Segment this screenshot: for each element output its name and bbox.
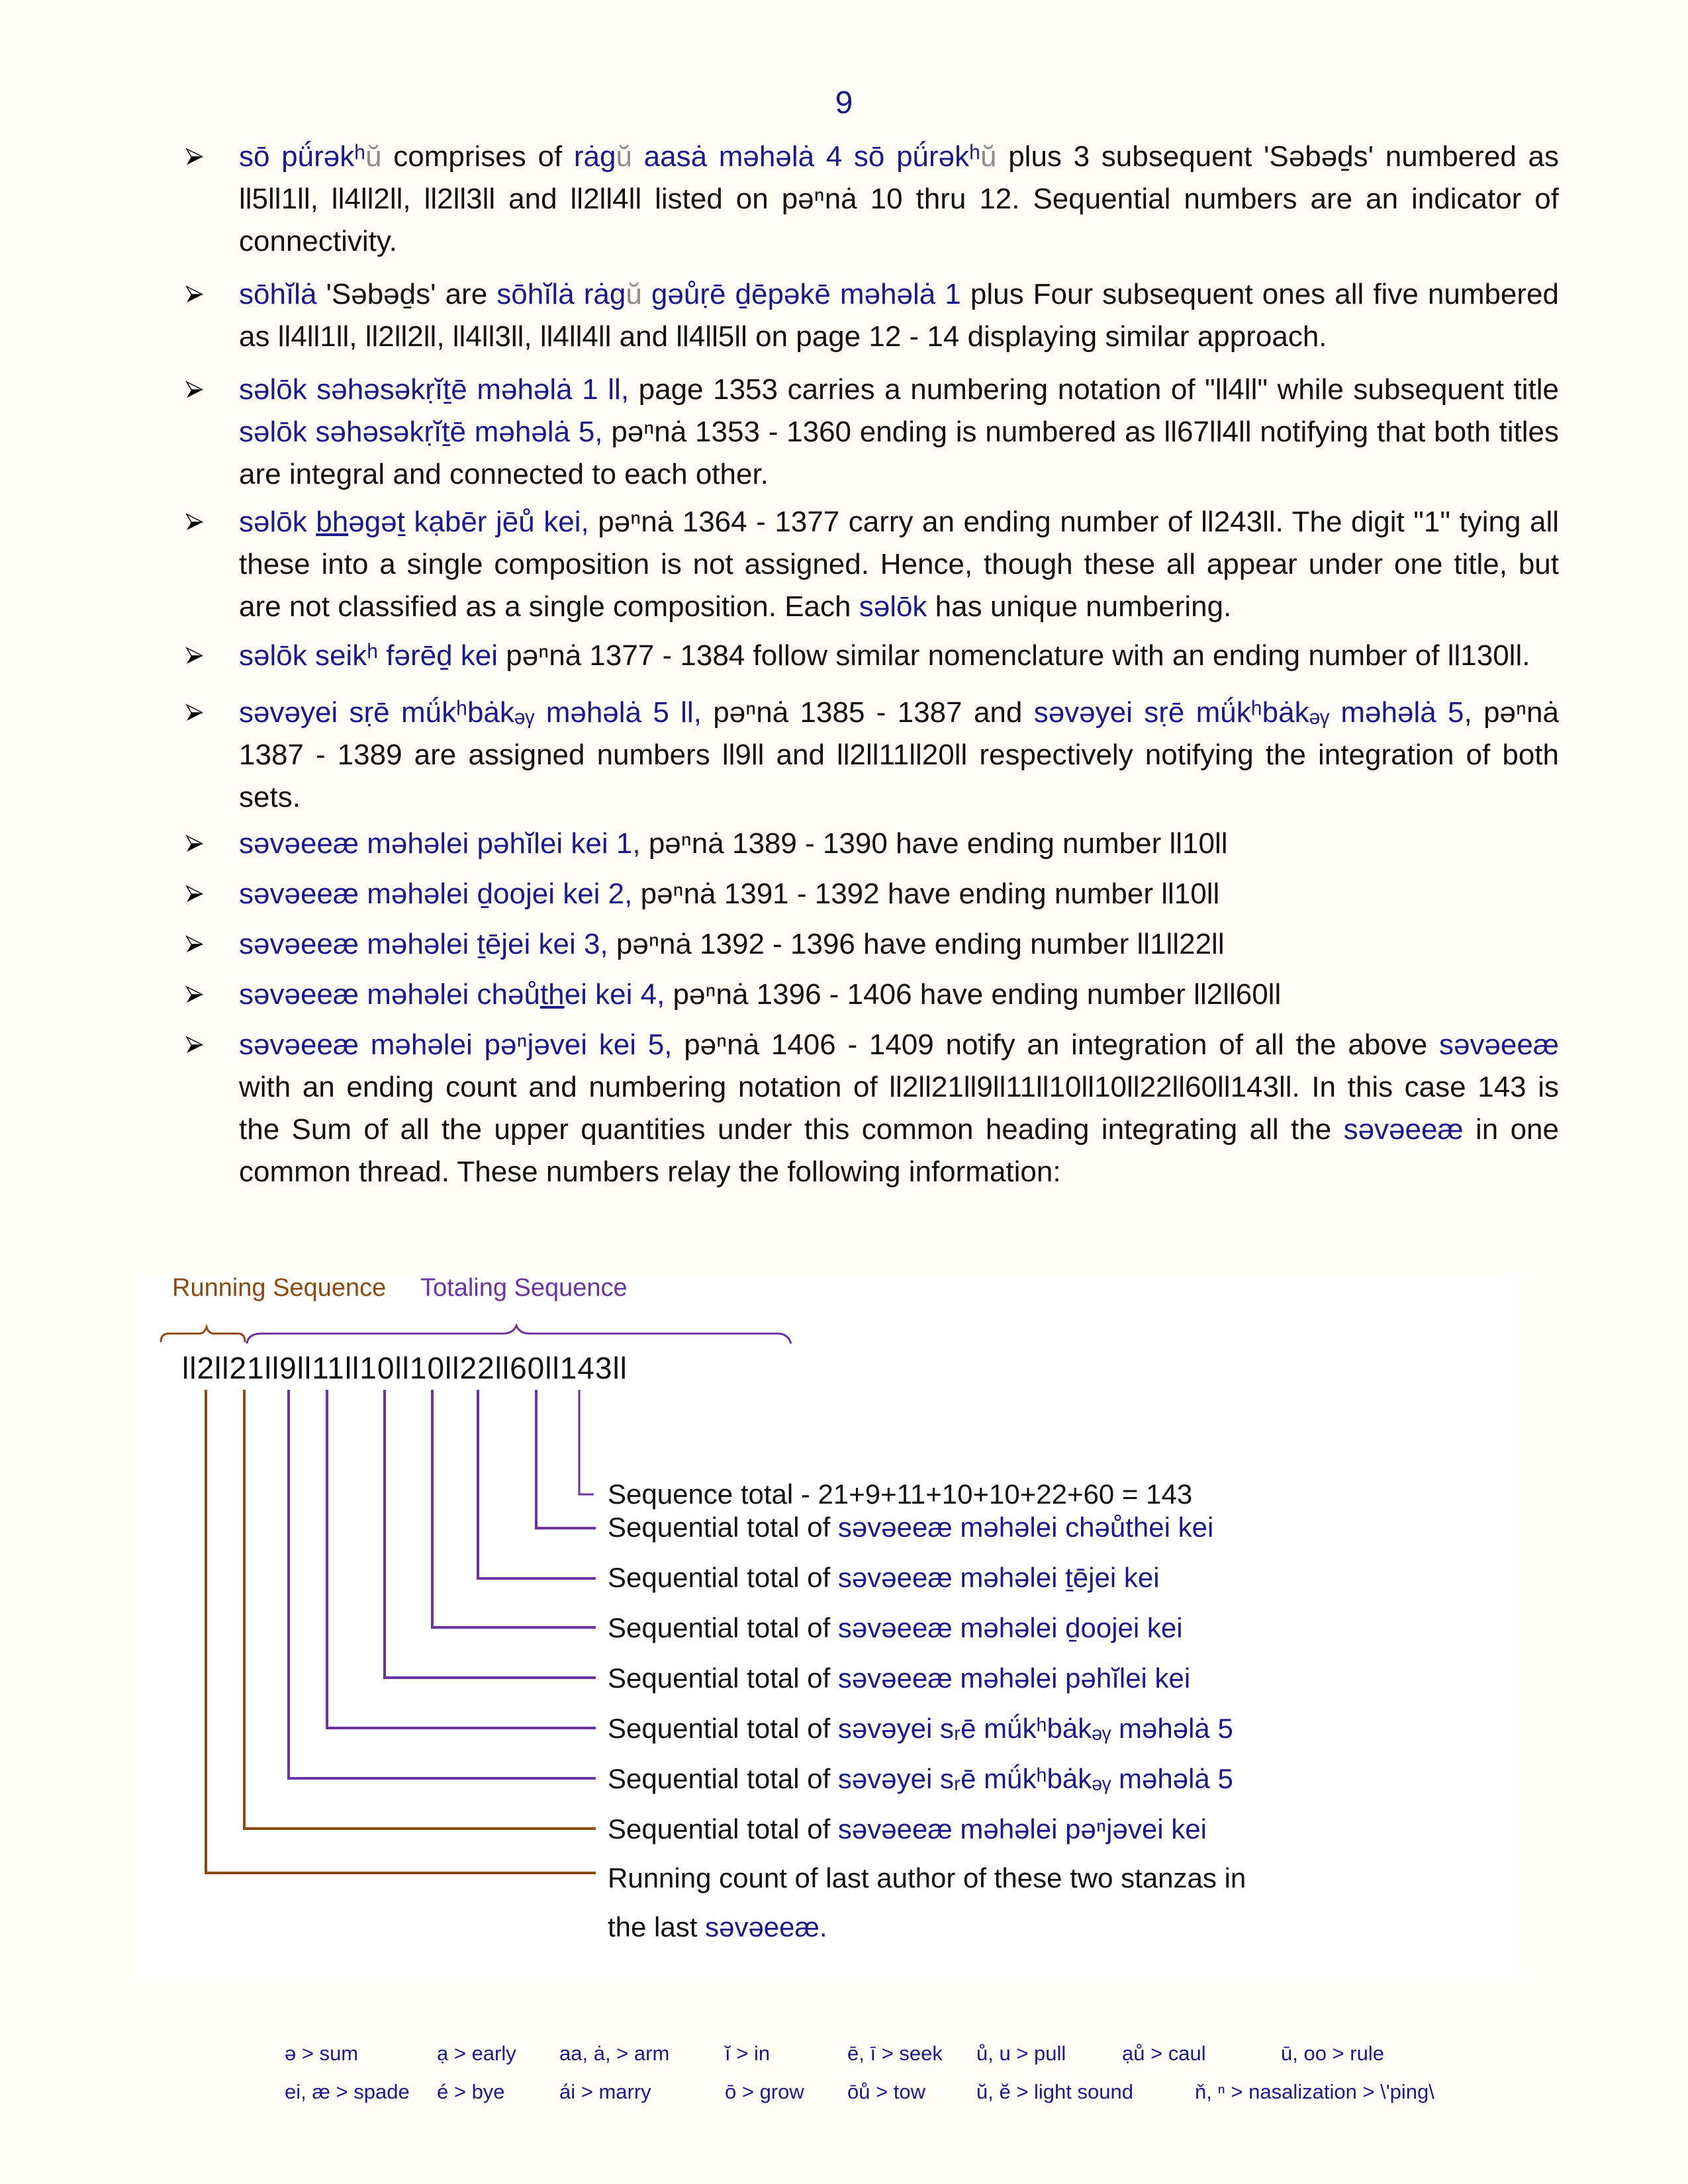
- key-entry: ů, u > pull: [976, 2042, 1066, 2065]
- label-transliteration: səvəeeæ məhəlei pəⁿjəvei kei: [837, 1813, 1207, 1844]
- label-prefix: Sequential total of: [608, 1612, 838, 1643]
- label-transliteration: səvəeeæ məhəlei pəhĭlei kei: [837, 1662, 1191, 1694]
- bullet-text-segment: has unique numbering.: [927, 590, 1232, 623]
- label-prefix: Sequential total of: [608, 1512, 838, 1543]
- label-prefix: Running count of last author of these two stanzas in: [608, 1862, 1246, 1893]
- totaling-sequence-legend: Totaling Sequence: [420, 1274, 628, 1302]
- key-entry: ạů > caul: [1122, 2042, 1206, 2065]
- bullet-text-segment: səvəeeæ məhəlei ḏoojei kei 2,: [239, 878, 633, 910]
- bullet-text-segment: sō pǘrəkʰ: [239, 140, 366, 173]
- arrowhead-bullet-icon: [185, 704, 204, 722]
- key-entry: ei, æ > spade: [285, 2080, 410, 2103]
- bullet-text-segment: in one common thread. These numbers relay the following information:: [239, 1113, 1559, 1188]
- bullet-text-segment: əgəṯ kạbēr jēů kei,: [348, 506, 589, 538]
- pronunciation-key: [285, 2042, 1542, 2118]
- label-prefix: Sequence total - 21+9+11+10+10+22+60 = 143: [608, 1479, 1193, 1510]
- bullet-text-segment: gəůṛē ḏēpəkē məhəlȧ 1: [641, 278, 961, 310]
- label-transliteration: səvəyei sᵣē mǘkʰbȧkₔᵧ məhəlȧ 5: [837, 1713, 1233, 1744]
- key-entry: ĭ > in: [725, 2042, 771, 2065]
- bullet-text-segment: pəⁿnȧ 1406 - 1409 notify an integration of all the above: [672, 1028, 1439, 1061]
- bullet-item: [185, 923, 1559, 966]
- bullet-text-segment: pəⁿnȧ 1389 - 1390 have ending number ll10ll: [640, 827, 1228, 860]
- label-prefix: Sequential total of: [608, 1713, 838, 1744]
- arrowhead-bullet-icon: [185, 647, 204, 665]
- bullet-text-segment: pəⁿnȧ 1364 - 1377 carry an ending number of ll243ll. The digit "1" tying all these into a single composition is not assigned. Hence, though these all appear under one title, but are not classified as a single composition. Each: [239, 506, 1559, 623]
- bullet-text-segment: pəⁿnȧ 1353 - 1360 ending is numbered as ll67ll4ll notifying that both titles are integral and connected to each other.: [239, 416, 1559, 490]
- bullet-text-segment: ŭ: [626, 278, 642, 310]
- bullet-text-segment: pəⁿnȧ 1396 - 1406 have ending number ll2ll60ll: [665, 978, 1282, 1011]
- arrowhead-bullet-icon: [185, 985, 204, 1004]
- key-entry: ōů > tow: [847, 2080, 926, 2103]
- diagram-label: [608, 1478, 1192, 1511]
- bullet-text-segment: səvəeeæ məhəlei chəů: [239, 978, 540, 1011]
- bullet-text-segment: səvəyei sṛē mǘkʰbȧkₔᵧ məhəlȧ 5 ll,: [239, 696, 702, 729]
- label-prefix: Sequential total of: [608, 1813, 838, 1844]
- key-row-2: [285, 2080, 1542, 2118]
- key-entry: ē, ī > seek: [847, 2042, 943, 2065]
- key-entry: é > bye: [437, 2080, 505, 2103]
- key-entry: ň, ⁿ > nasalization > \'ping\: [1195, 2080, 1434, 2103]
- key-entry: aa, ȧ, > arm: [559, 2042, 670, 2065]
- arrowhead-bullet-icon: [185, 381, 204, 399]
- bullet-text-segment: səlōk: [859, 590, 927, 623]
- key-entry: ŭ, ĕ > light sound: [976, 2080, 1133, 2103]
- bullet-text-segment: ŭ: [616, 140, 632, 173]
- bullet-text-segment: səlōk səhəsəkṛĭṯē məhəlȧ 1 ll,: [239, 373, 630, 406]
- bullet-text-segment: səvəeeæ: [1343, 1113, 1464, 1146]
- key-entry: ái > marry: [559, 2080, 651, 2103]
- diagram-label: [608, 1662, 1190, 1695]
- bullet-text-segment: plus Four subsequent ones all five numbered as ll4ll1ll, ll2ll2ll, ll4ll3ll, ll4ll4ll and ll4ll5ll on page 12 - 14 displaying similar approach.: [239, 278, 1559, 353]
- sequence-diagram: [136, 1274, 1523, 1979]
- diagram-label: [608, 1511, 1213, 1544]
- arrowhead-bullet-icon: [185, 835, 204, 853]
- bullet-text-segment: səvəeeæ: [1438, 1028, 1559, 1061]
- bullet-text-segment: plus 3 subsequent 'Səbəḏs' numbered as ll5ll1ll, ll4ll2ll, ll2ll3ll and ll2ll4ll listed on pəⁿnȧ 10 thru 12. Sequential numbers are an indicator of connectivity.: [239, 140, 1560, 257]
- bullet-text-segment: pəⁿnȧ 1377 - 1384 follow similar nomenclature with an ending number of ll130ll.: [498, 639, 1530, 672]
- arrowhead-bullet-icon: [185, 513, 204, 531]
- arrowhead-bullet-icon: [185, 285, 204, 304]
- diagram-label: [608, 1762, 1233, 1796]
- arrowhead-bullet-icon: [185, 885, 204, 903]
- bullet-text-segment: sōhĭlȧ rȧg: [496, 278, 626, 310]
- bullet-item: [185, 635, 1559, 677]
- bullet-item: [185, 136, 1559, 263]
- bullet-text-segment: , pəⁿnȧ 1387 - 1389 are assigned numbers ll9ll and ll2ll11ll20ll respectively notifying the integration of both sets.: [239, 696, 1560, 813]
- bullet-text-segment: pəⁿnȧ 1392 - 1396 have ending number ll1ll22ll: [608, 928, 1225, 960]
- label-transliteration: səvəeeæ məhəlei ḏoojei kei: [837, 1612, 1183, 1643]
- key-entry: ō > grow: [725, 2080, 804, 2103]
- bullet-item: [185, 692, 1559, 819]
- diagram-label: [608, 1561, 1160, 1594]
- bullet-list: [185, 136, 1559, 1193]
- diagram-label: [608, 1862, 1246, 1895]
- bullet-text-segment: sōhĭlȧ: [239, 278, 317, 310]
- arrowhead-bullet-icon: [185, 935, 204, 954]
- bullet-text-segment: ŭ: [365, 140, 382, 173]
- bullet-text-segment: aasȧ məhəlȧ 4 sō pǘrəkʰ: [632, 140, 981, 173]
- label-transliteration: səvəeeæ məhəlei ṯējei kei: [837, 1562, 1160, 1593]
- bullet-item: [185, 1024, 1559, 1193]
- bullet-text-segment: səvəeeæ məhəlei pəⁿjəvei kei 5,: [239, 1028, 673, 1061]
- label-prefix: Sequential total of: [608, 1662, 838, 1694]
- diagram-label: [608, 1813, 1207, 1846]
- bullet-text-segment: səlōk seikʰ fərēḏ kei: [239, 639, 498, 672]
- bullet-item: [185, 501, 1559, 628]
- bullet-text-segment: bh: [316, 506, 349, 538]
- bullet-text-segment: with an ending count and numbering notation of ll2ll21ll9ll11ll10ll10ll22ll60ll143ll. In this case 143 is the Sum of all the upper quantities under this common heading integrating all the: [239, 1071, 1559, 1146]
- label-prefix: Sequential total of: [608, 1562, 838, 1593]
- bullet-item: [185, 823, 1559, 865]
- bullet-text-segment: pəⁿnȧ 1391 - 1392 have ending number ll10ll: [632, 878, 1220, 910]
- diagram-label: [608, 1911, 827, 1944]
- diagram-label: [608, 1612, 1183, 1645]
- page-number: 9: [835, 85, 853, 120]
- bullet-text-segment: th: [539, 978, 565, 1011]
- bullet-text-segment: 'Səbəḏs' are: [316, 278, 497, 310]
- sequence-string: ll2ll21ll9ll11ll10ll10ll22ll60ll143ll: [182, 1351, 628, 1385]
- bullet-text-segment: səvəeeæ məhəlei pəhĭlei kei 1,: [239, 827, 641, 860]
- bullet-text-segment: səlōk səhəsəkṛĭṯē məhəlȧ 5,: [239, 416, 603, 448]
- key-entry: ə > sum: [285, 2042, 359, 2065]
- arrowhead-bullet-icon: [185, 1036, 204, 1054]
- bullet-text-segment: səvəeeæ məhəlei ṯējei kei 3,: [239, 928, 608, 960]
- bullet-item: [185, 369, 1559, 496]
- bullet-text-segment: səlōk: [239, 506, 316, 538]
- diagram-label: [608, 1712, 1233, 1745]
- bullet-text-segment: rȧg: [573, 140, 616, 173]
- label-transliteration: səvəyei sᵣē mǘkʰbȧkₔᵧ məhəlȧ 5: [837, 1763, 1233, 1794]
- label-transliteration: səvəeeæ məhəlei chəůthei kei: [837, 1512, 1214, 1543]
- bullet-text-segment: səvəyei sṛē mǘkʰbȧkₔᵧ məhəlȧ 5: [1033, 696, 1464, 729]
- label-prefix: Sequential total of: [608, 1763, 838, 1794]
- label-prefix: the last: [608, 1911, 706, 1942]
- running-sequence-legend: Running Sequence: [172, 1274, 387, 1302]
- bullet-text-segment: comprises of: [381, 140, 574, 173]
- bullet-item: [185, 273, 1559, 358]
- bullet-text-segment: pəⁿnȧ 1385 - 1387 and: [701, 696, 1034, 729]
- bullet-text-segment: page 1353 carries a numbering notation of "ll4ll" while subsequent title: [629, 373, 1559, 406]
- bullet-text-segment: ŭ: [980, 140, 997, 173]
- bullet-text-segment: ei kei 4,: [564, 978, 665, 1011]
- bullet-item: [185, 873, 1559, 915]
- label-transliteration: səvəeeæ.: [705, 1911, 827, 1942]
- arrowhead-bullet-icon: [185, 148, 204, 166]
- key-row-1: [285, 2042, 1542, 2080]
- key-entry: ū, oo > rule: [1281, 2042, 1384, 2065]
- bullet-item: [185, 974, 1559, 1016]
- key-entry: ạ > early: [437, 2042, 516, 2065]
